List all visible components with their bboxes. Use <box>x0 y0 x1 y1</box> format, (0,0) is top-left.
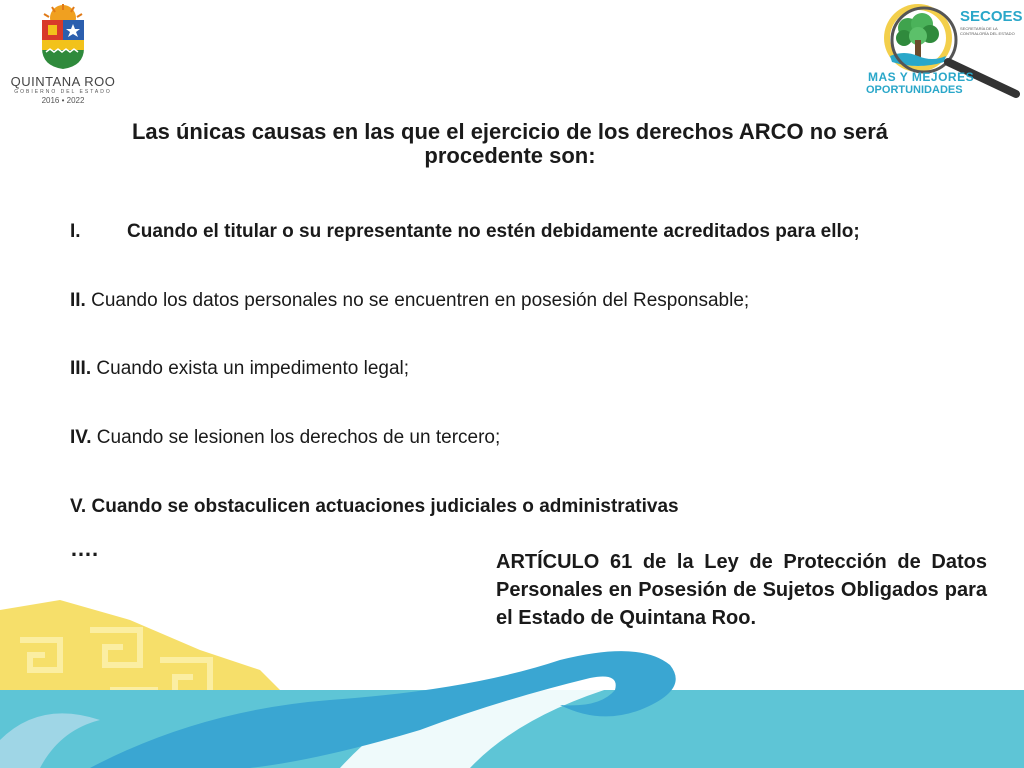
list-item <box>70 426 500 450</box>
secoes-logo <box>866 0 1024 100</box>
item-number: II. <box>70 290 86 311</box>
slogan-line-2: OPORTUNIDADES <box>866 84 963 96</box>
secoes-subtitle: SECRETARÍA DE LA CONTRALORÍA DEL ESTADO <box>960 26 1015 36</box>
item-number: IV. <box>70 427 92 448</box>
secoes-name: SECOES <box>960 8 1023 25</box>
logo-name: QUINTANA ROO <box>10 74 116 89</box>
item-number: III. <box>70 358 92 379</box>
item-text: Cuando el titular o su representante no estén debidamente acreditados para ello; <box>127 221 860 242</box>
item-text: Cuando los datos personales no se encuentren en posesión del Responsable; <box>91 290 750 311</box>
item-text: Cuando se lesionen los derechos de un tercero; <box>96 427 501 448</box>
list-item <box>70 357 409 381</box>
slogan-line-1: MAS Y MEJORES <box>868 70 975 84</box>
item-text: Cuando exista un impedimento legal; <box>96 358 410 379</box>
quintana-roo-logo <box>8 4 118 104</box>
logo-years: 2016 • 2022 <box>41 96 85 105</box>
item-number: I. <box>70 221 81 242</box>
item-number: V. <box>70 496 87 517</box>
coat-of-arms-icon <box>34 4 92 70</box>
list-item <box>70 220 860 244</box>
list-item <box>70 495 679 519</box>
slide-title: Las únicas causas en las que el ejercicio de los derechos ARCO no será procedente son: <box>131 119 889 168</box>
list-item <box>70 289 749 313</box>
logo-subtitle: GOBIERNO DEL ESTADO <box>14 89 112 95</box>
article-citation: ARTÍCULO 61 de la Ley de Protección de Datos Personales en Posesión de Sujetos Obligados para el Estado de Quintana Roo. <box>496 551 987 629</box>
ellipsis: …. <box>70 536 99 561</box>
item-text: Cuando se obstaculicen actuaciones judiciales o administrativas <box>91 496 679 517</box>
